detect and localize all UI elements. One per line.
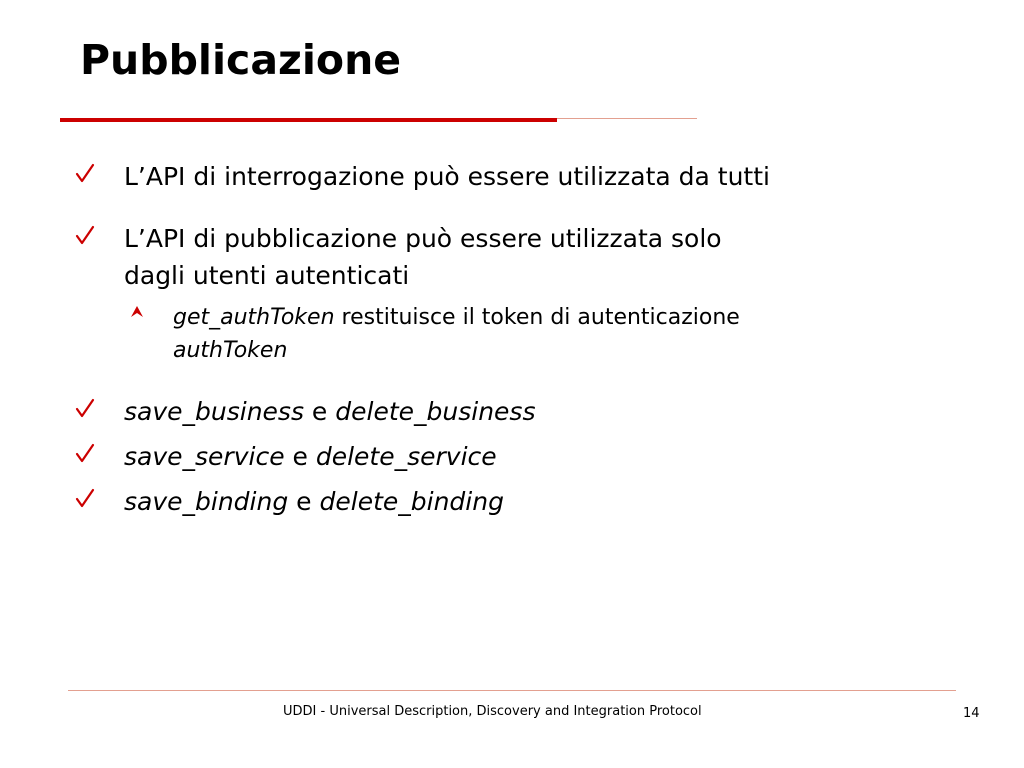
function-name: delete_binding <box>319 487 504 516</box>
bullet-text <box>124 220 954 294</box>
token-name: authToken <box>173 338 288 363</box>
footer-divider <box>68 690 956 691</box>
function-name: save_service <box>124 442 285 471</box>
check-icon <box>74 158 96 190</box>
slide-title: Pubblicazione <box>80 36 402 84</box>
check-icon <box>74 438 96 470</box>
title-underline-thin <box>557 118 697 119</box>
joiner-text: e <box>288 487 320 516</box>
function-name: save_binding <box>124 487 289 516</box>
joiner-text: e <box>303 397 336 426</box>
sub-bullet-line: restituisce il token di autenticazione <box>334 305 740 330</box>
check-icon <box>74 220 96 252</box>
bullet-line: L’API di pubblicazione può essere utilizzata solo <box>124 224 722 253</box>
check-icon <box>74 393 96 425</box>
title-underline-accent <box>60 118 557 122</box>
joiner-text: e <box>284 442 316 471</box>
function-name: delete_business <box>335 397 536 426</box>
function-name: delete_service <box>315 442 497 471</box>
check-icon <box>74 483 96 515</box>
bullet-text <box>124 483 954 520</box>
bullet-line: L’API di interrogazione può essere utilizzata da tutti <box>124 162 770 191</box>
function-name: get_authToken <box>173 305 335 330</box>
bullet-text <box>124 158 954 195</box>
sub-bullet-text <box>173 301 953 367</box>
bullet-line: dagli utenti autenticati <box>124 261 410 290</box>
page-number: 14 <box>963 706 980 721</box>
caret-up-icon <box>129 303 145 319</box>
bullet-text <box>124 438 954 475</box>
bullet-text <box>124 393 954 430</box>
function-name: save_business <box>124 397 304 426</box>
footer-text: UDDI - Universal Description, Discovery and Integration Protocol <box>283 704 702 719</box>
